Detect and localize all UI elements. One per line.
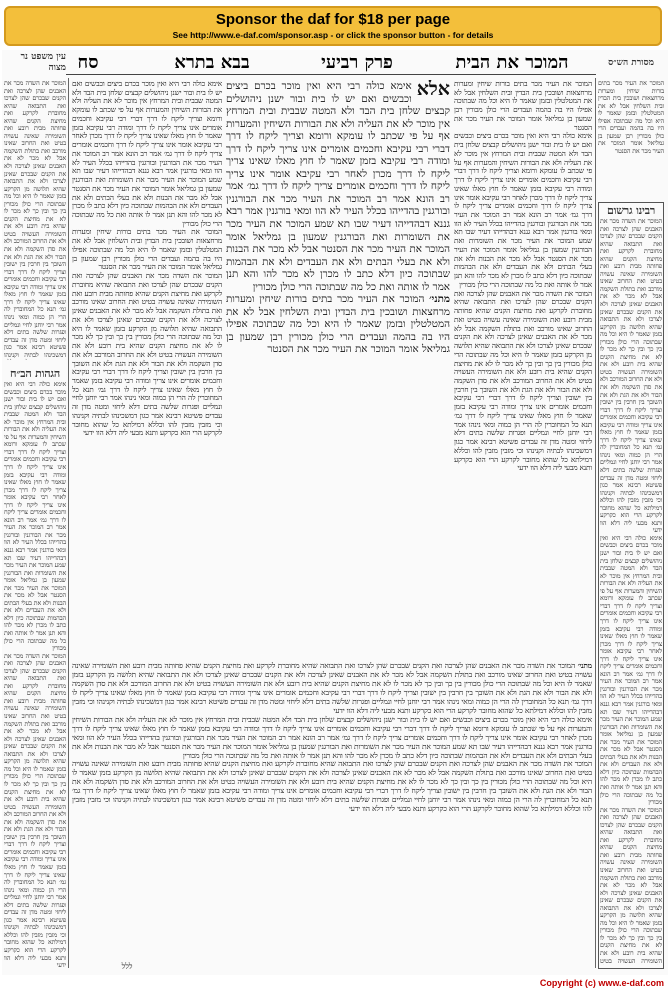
sponsor-title[interactable]: Sponsor the daf for $18 per page <box>215 11 451 28</box>
left-margin-divider <box>68 78 69 968</box>
gemara-body: אימא כולה רבי היא ואין מוכר בכרם ביצים וכבשים ואם יש לו בית ובור ישנן ניהושלים קבצים שלחן בית הבד ולא המטה שבבית ובית המרחץ אין מוכר לא את העליה ולא את הבורות השיחין והמערות אף על פי שכתב לו עומקא ורומא וצריך ליקח לו דרך דברי רבי עקיבא וחכמים אומרים אינו צריך ליקח לו דרך ומודה רבי עקיבא בזמן שאמר לו חוץ מאלו שאינו צריך ליקח לו דרך מכרן לאחר רבי עקיבא אומר אינו צריך ליקח לו דרך וחכמים אומרים צריך ליקח לו דרך גמ׳ אמר רב הונא אמר רב המוכר את העיר מכר את הבורגנין ובורגנין בהדייהו בכלל העיר לא הוו ומאי בורגנין אמר רבא גננא דבהדייהו דעיר שבו תא שמע המוכר את העיר מכר את השומרות ואת הבורגנין שמעון בן גמליאל אומר המוכר את העיר מכר את הסנטר אבל לא מכר את הבנות ולא את בעלי הבתים ולא את העבדים ולא את הבהמות שבתוכה כיון דלא כתב לו מכרן לא מכר להו והא תנן אמר לו אותה ואת כל מה שבתוכה הרי כולן מכורין <box>226 80 450 293</box>
page-mark: ללל <box>121 962 133 971</box>
lower-mishnah-label: מתני׳ <box>577 662 592 670</box>
hagahot-title: הגהות הב״ח <box>10 368 60 380</box>
right-margin-divider <box>595 78 596 968</box>
gemara-text <box>226 80 450 658</box>
mishnah-body: המוכר את העיר מכר בתים בורות שיחין ומערות מרחצאות ושובכין בית הבדין ובית השלחין אבל לא את המטלטלין ובזמן שאמר לו היא וכל מה שבתוכה אפילו היו בה בהמה ועבדים הרי כולן מכורין רבן שמעון בן גמליאל אומר המוכר את העיר מכר את הסנטר <box>226 293 450 356</box>
rashi-column: המוכר את העיר מכר בתים בורות שיחין ומערות מרחצאות ושובכין בית הבדין ובית השלחין אבל לא את המטלטלין ובזמן שאמר לו היא וכל מה שבתוכה אפילו היו בה בהמה ועבדים הרי כולן מכורין רבן שמעון בן גמליאל אומר המוכר את העיר מכר את הסנטר אימא כולה רבי היא ואין מוכר בכרם ביצים וכבשים ואם יש לו בית ובור ישנן ניהושלים קבצים שלחן בית הבד ולא המטה שבבית ובית המרחץ אין מוכר לא את העליה ולא את הבורות השיחין והמערות אף על פי שכתב לו עומקא ורומא וצריך ליקח לו דרך דברי רבי עקיבא וחכמים אומרים אינו צריך ליקח לו דרך ומודה רבי עקיבא בזמן שאמר לו חוץ מאלו שאינו צריך ליקח לו דרך מכרן לאחר רבי עקיבא אומר אינו צריך ליקח לו דרך וחכמים אומרים צריך ליקח לו דרך גמ׳ אמר רב הונא אמר רב המוכר את העיר מכר את הבורגנין ובורגנין בהדייהו בכלל העיר לא הוו ומאי בורגנין אמר רבא גננא דבהדייהו דעיר שבו תא שמע המוכר את העיר מכר את השומרות ואת הבורגנין שמעון בן גמליאל אומר המוכר את העיר מכר את הסנטר אבל לא מכר את הבנות ולא את בעלי הבתים ולא את העבדים ולא את הבהמות שבתוכה כיון דלא כתב לו מכרן לא מכר להו והא תנן אמר לו אותה ואת כל מה שבתוכה הרי כולן מכורין המוכר את השדה מכר את האבנים שהן לצרכה ואת הקנים שבכרם שהן לצרכו ואת התבואה שהיא מחוברת לקרקע ואת מחיצת הקנים שהיא פחותה מבית רובע ואת השומירה שאינה עשויה בטיט ואת החרוב שאינו מורכב ואת בתולת השקמה אבל לא מכר לא את האבנים שאינן לצרכה ולא את הקנים שבכרם שאינן לצרכו ולא את התבואה שהיא תלושה מן הקרקע בזמן שאמר לו היא וכל מה שבתוכה הרי כולן מכורין בין כך ובין כך לא מכר לו לא את מחיצת הקנים שהיא בית רובע ולא את השומירה העשויה בטיט ולא את החרוב המורכב ולא את סדן השקמה ולא את הבור ולא את הגת ולא את השובך בין חרבין בין ישובין וצריך ליקח לו דרך דברי רבי עקיבא וחכמים אומרים אינו צריך ומודה רבי עקיבא בזמן שאמר לו חוץ מאלו שאינו צריך ליקח לו דרך גמ׳ תנא כל המחוברין לה הרי הן כמוה ומאי נינהו אמר רבי יוחנן לחיי ונמליים ופגרות שלשה בתים דלא ליחזי ומטה מדן זה עבדים פשיטא רבינא אמר כגון דמשכינהו לבתיה וקנינהו וכי מזבין מזבין להו וכללא דמילתא כל שהוא מחובר לקרקע הרי הוא כקרקע ותנא מבעי ליה דלא הוו ידעי <box>454 80 592 473</box>
header-rule <box>66 74 596 75</box>
left-margin-heading: עין משפט נר מצוה <box>20 52 66 73</box>
hagahot-column: הגהות הב״ח אימא כולה רבי היא ואין מוכר בכרם ביצים וכבשים ואם יש לו בית ובור ישנן ניהושלים קבצים שלחן בית הבד ולא המטה שבבית ובית המרחץ אין מוכר לא את העליה ולא את הבורות השיחין והמערות אף על פי שכתב לו עומקא ורומא וצריך ליקח לו דרך דברי רבי עקיבא וחכמים אומרים אינו צריך ליקח לו דרך ומודה רבי עקיבא בזמן שאמר לו חוץ מאלו שאינו צריך ליקח לו דרך מכרן לאחר רבי עקיבא אומר אינו צריך ליקח לו דרך וחכמים אומרים צריך ליקח לו דרך גמ׳ אמר רב הונא אמר רב המוכר את העיר מכר את הבורגנין ובורגנין בהדייהו בכלל העיר לא הוו ומאי בורגנין אמר רבא גננא דבהדייהו דעיר שבו תא שמע המוכר את העיר מכר את השומרות ואת הבורגנין שמעון בן גמליאל אומר המוכר את העיר מכר את הסנטר אבל לא מכר את הבנות ולא את בעלי הבתים ולא את העבדים ולא את הבהמות שבתוכה כיון דלא כתב לו מכרן לא מכר להו והא תנן אמר לו אותה ואת כל מה שבתוכה הרי כולן מכורין המוכר את השדה מכר את האבנים שהן לצרכה ואת הקנים שבכרם שהן לצרכו ואת התבואה שהיא מחוברת לקרקע ואת מחיצת הקנים שהיא פחותה מבית רובע ואת השומירה שאינה עשויה בטיט ואת החרוב שאינו מורכב ואת בתולת השקמה אבל לא מכר לא את האבנים שאינן לצרכה ולא את הקנים שבכרם שאינן לצרכו ולא את התבואה שהיא תלושה מן הקרקע בזמן שאמר לו היא וכל מה שבתוכה הרי כולן מכורין בין כך ובין כך לא מכר לו לא את מחיצת הקנים שהיא בית רובע ולא את השומירה העשויה בטיט ולא את החרוב המורכב ולא את סדן השקמה ולא את הבור ולא את הגת ולא את השובך בין חרבין בין ישובין וצריך ליקח לו דרך דברי רבי עקיבא וחכמים אומרים אינו צריך ומודה רבי עקיבא בזמן שאמר לו חוץ מאלו שאינו צריך ליקח לו דרך גמ׳ תנא כל המחוברין לה הרי הן כמוה ומאי נינהו אמר רבי יוחנן לחיי ונמליים ופגרות שלשה בתים דלא ליחזי ומטה מדן זה עבדים פשיטא רבינא אמר כגון דמשכינהו לבתיה וקנינהו וכי מזבין מזבין להו וכללא דמילתא כל שהוא מחובר לקרקע הרי הוא כקרקע ותנא מבעי ליה דלא הוו ידעי <box>4 368 66 968</box>
chapter-name: המוכר את הבית <box>455 51 569 73</box>
tractate-name: בבא בתרא <box>174 51 250 73</box>
sponsor-banner[interactable] <box>4 6 662 46</box>
ein-mishpat-column: המוכר את השדה מכר את האבנים שהן לצרכה ואת הקנים שבכרם שהן לצרכו ואת התבואה שהיא מחוברת לקרקע ואת מחיצת הקנים שהיא פחותה מבית רובע ואת השומירה שאינה עשויה בטיט ואת החרוב שאינו מורכב ואת בתולת השקמה אבל לא מכר לא את האבנים שאינן לצרכה ולא את הקנים שבכרם שאינן לצרכו ולא את התבואה שהיא תלושה מן הקרקע בזמן שאמר לו היא וכל מה שבתוכה הרי כולן מכורין בין כך ובין כך לא מכר לו לא את מחיצת הקנים שהיא בית רובע ולא את השומירה העשויה בטיט ולא את החרוב המורכב ולא את סדן השקמה ולא את הבור ולא את הגת ולא את השובך בין חרבין בין ישובין וצריך ליקח לו דרך דברי רבי עקיבא וחכמים אומרים אינו צריך ומודה רבי עקיבא בזמן שאמר לו חוץ מאלו שאינו צריך ליקח לו דרך גמ׳ תנא כל המחוברין לה הרי הן כמוה ומאי נינהו אמר רבי יוחנן לחיי ונמליים ופגרות שלשה בתים דלא ליחזי ומטה מדן זה עבדים פשיטא רבינא אמר כגון דמשכינהו לבתיה וקנינהו <box>4 80 66 359</box>
lower-commentary: מתני׳ המוכר את השדה מכר את האבנים שהן לצרכה ואת הקנים שבכרם שהן לצרכו ואת התבואה שהיא מחוברת לקרקע ואת מחיצת הקנים שהיא פחותה מבית רובע ואת השומירה שאינה עשויה בטיט ואת החרוב שאינו מורכב ואת בתולת השקמה אבל לא מכר לא את האבנים שאינן לצרכה ולא את הקנים שבכרם שאינן לצרכו ולא את התבואה שהיא תלושה מן הקרקע בזמן שאמר לו היא וכל מה שבתוכה הרי כולן מכורין בין כך ובין כך לא מכר לו לא את מחיצת הקנים שהיא בית רובע ולא את השומירה העשויה בטיט ולא את החרוב המורכב ולא את סדן השקמה ולא את הבור ולא את הגת ולא את השובך בין חרבין בין ישובין וצריך ליקח לו דרך דברי רבי עקיבא וחכמים אומרים אינו צריך ומודה רבי עקיבא בזמן שאמר לו חוץ מאלו שאינו צריך ליקח לו דרך גמ׳ תנא כל המחוברין לה הרי הן כמוה ומאי נינהו אמר רבי יוחנן לחיי ונמליים ופגרות שלשה בתים דלא ליחזי ומטה מדן זה עבדים פשיטא רבינא אמר כגון דמשכינהו לבתיה וקנינהו וכי מזבין מזבין להו וכללא דמילתא כל שהוא מחובר לקרקע הרי הוא כקרקע ותנא מבעי ליה דלא הוו ידעי אימא כולה רבי היא ואין מוכר בכרם ביצים וכבשים ואם יש לו בית ובור ישנן ניהושלים קבצים שלחן בית הבד ולא המטה שבבית ובית המרחץ אין מוכר לא את העליה ולא את הבורות השיחין והמערות אף על פי שכתב לו עומקא ורומא וצריך ליקח לו דרך דברי רבי עקיבא וחכמים אומרים אינו צריך ליקח לו דרך ומודה רבי עקיבא בזמן שאמר לו חוץ מאלו שאינו צריך ליקח לו דרך מכרן לאחר רבי עקיבא אומר אינו צריך ליקח לו דרך וחכמים אומרים צריך ליקח לו דרך גמ׳ אמר רב הונא אמר רב המוכר את העיר מכר את הבורגנין ובורגנין בהדייהו בכלל העיר לא הוו ומאי בורגנין אמר רבא גננא דבהדייהו דעיר שבו תא שמע המוכר את העיר מכר את השומרות ואת הבורגנין שמעון בן גמליאל אומר המוכר את העיר מכר את הסנטר אבל לא מכר את הבנות ולא את בעלי הבתים ולא את העבדים ולא את הבהמות שבתוכה כיון דלא כתב לו מכרן לא מכר להו והא תנן אמר לו אותה ואת כל מה שבתוכה הרי כולן מכורין המוכר את השדה מכר את האבנים שהן לצרכה ואת הקנים שבכרם שהן לצרכו ואת התבואה שהיא מחוברת לקרקע ואת מחיצת הקנים שהיא פחותה מבית רובע ואת השומירה שאינה עשויה בטיט ואת החרוב שאינו מורכב ואת בתולת השקמה אבל לא מכר לא את האבנים שאינן לצרכה ולא את הקנים שבכרם שאינן לצרכו ולא את התבואה שהיא תלושה מן הקרקע בזמן שאמר לו היא וכל מה שבתוכה הרי כולן מכורין בין כך ובין כך לא מכר לו לא את מחיצת הקנים שהיא בית רובע ולא את השומירה העשויה בטיט ולא את החרוב המורכב ולא את סדן השקמה ולא את הבור ולא את הגת ולא את השובך בין חרבין בין ישובין וצריך ליקח לו דרך דברי רבי עקיבא וחכמים אומרים אינו צריך ומודה רבי עקיבא בזמן שאמר לו חוץ מאלו שאינו צריך ליקח לו דרך גמ׳ תנא כל המחוברין לה הרי הן כמוה ומאי נינהו אמר רבי יוחנן לחיי ונמליים ופגרות שלשה בתים דלא ליחזי ומטה מדן זה עבדים פשיטא רבינא אמר כגון דמשכינהו לבתיה וקנינהו וכי מזבין מזבין להו וכללא דמילתא כל שהוא מחובר לקרקע הרי הוא כקרקע ותנא מבעי ליה דלא הוו ידעי <box>72 662 592 814</box>
chapter-title: פרק רביעי <box>321 51 393 73</box>
masoret-hashas-column: המוכר את העיר מכר בתים בורות שיחין ומערות מרחצאות ושובכין בית הבדין ובית השלחין אבל לא את המטלטלין ובזמן שאמר לו היא וכל מה שבתוכה אפילו היו בה בהמה ועבדים הרי כולן מכורין רבן שמעון בן גמליאל אומר המוכר את העיר מכר את הסנטר <box>598 80 664 155</box>
folio-number: סח <box>77 51 99 73</box>
copyright-link[interactable]: Copyright (c) www.e-daf.com <box>539 978 664 988</box>
right-margin-heading: מסורת הש״ס <box>608 57 654 68</box>
tosafot-column: אימא כולה רבי היא ואין מוכר בכרם ביצים וכבשים ואם יש לו בית ובור ישנן ניהושלים קבצים שלחן בית הבד ולא המטה שבבית ובית המרחץ אין מוכר לא את העליה ולא את הבורות השיחין והמערות אף על פי שכתב לו עומקא ורומא וצריך ליקח לו דרך דברי רבי עקיבא וחכמים אומרים אינו צריך ליקח לו דרך ומודה רבי עקיבא בזמן שאמר לו חוץ מאלו שאינו צריך ליקח לו דרך מכרן לאחר רבי עקיבא אומר אינו צריך ליקח לו דרך וחכמים אומרים צריך ליקח לו דרך גמ׳ אמר רב הונא אמר רב המוכר את העיר מכר את הבורגנין ובורגנין בהדייהו בכלל העיר לא הוו ומאי בורגנין אמר רבא גננא דבהדייהו דעיר שבו תא שמע המוכר את העיר מכר את השומרות ואת הבורגנין שמעון בן גמליאל אומר המוכר את העיר מכר את הסנטר אבל לא מכר את הבנות ולא את בעלי הבתים ולא את העבדים ולא את הבהמות שבתוכה כיון דלא כתב לו מכרן לא מכר להו והא תנן אמר לו אותה ואת כל מה שבתוכה הרי כולן מכורין המוכר את העיר מכר בתים בורות שיחין ומערות מרחצאות ושובכין בית הבדין ובית השלחין אבל לא את המטלטלין ובזמן שאמר לו היא וכל מה שבתוכה אפילו היו בה בהמה ועבדים הרי כולן מכורין רבן שמעון בן גמליאל אומר המוכר את העיר מכר את הסנטר המוכר את השדה מכר את האבנים שהן לצרכה ואת הקנים שבכרם שהן לצרכו ואת התבואה שהיא מחוברת לקרקע ואת מחיצת הקנים שהיא פחותה מבית רובע ואת השומירה שאינה עשויה בטיט ואת החרוב שאינו מורכב ואת בתולת השקמה אבל לא מכר לא את האבנים שאינן לצרכה ולא את הקנים שבכרם שאינן לצרכו ולא את התבואה שהיא תלושה מן הקרקע בזמן שאמר לו היא וכל מה שבתוכה הרי כולן מכורין בין כך ובין כך לא מכר לו לא את מחיצת הקנים שהיא בית רובע ולא את השומירה העשויה בטיט ולא את החרוב המורכב ולא את סדן השקמה ולא את הבור ולא את הגת ולא את השובך בין חרבין בין ישובין וצריך ליקח לו דרך דברי רבי עקיבא וחכמים אומרים אינו צריך ומודה רבי עקיבא בזמן שאמר לו חוץ מאלו שאינו צריך ליקח לו דרך גמ׳ תנא כל המחוברין לה הרי הן כמוה ומאי נינהו אמר רבי יוחנן לחיי ונמליים ופגרות שלשה בתים דלא ליחזי ומטה מדן זה עבדים פשיטא רבינא אמר כגון דמשכינהו לבתיה וקנינהו וכי מזבין מזבין להו וכללא דמילתא כל שהוא מחובר לקרקע הרי הוא כקרקע ותנא מבעי ליה דלא הוו ידעי <box>72 80 222 438</box>
talmud-page <box>2 50 668 975</box>
rabbeinu-gershom-column: רבינו גרשום המוכר את השדה מכר את האבנים שהן לצרכה ואת הקנים שבכרם שהן לצרכו ואת התבואה שהיא מחוברת לקרקע ואת מחיצת הקנים שהיא פחותה מבית רובע ואת השומירה שאינה עשויה בטיט ואת החרוב שאינו מורכב ואת בתולת השקמה אבל לא מכר לא את האבנים שאינן לצרכה ולא את הקנים שבכרם שאינן לצרכו ולא את התבואה שהיא תלושה מן הקרקע בזמן שאמר לו היא וכל מה שבתוכה הרי כולן מכורין בין כך ובין כך לא מכר לו לא את מחיצת הקנים שהיא בית רובע ולא את השומירה העשויה בטיט ולא את החרוב המורכב ולא את סדן השקמה ולא את הבור ולא את הגת ולא את השובך בין חרבין בין ישובין וצריך ליקח לו דרך דברי רבי עקיבא וחכמים אומרים אינו צריך ומודה רבי עקיבא בזמן שאמר לו חוץ מאלו שאינו צריך ליקח לו דרך גמ׳ תנא כל המחוברין לה הרי הן כמוה ומאי נינהו אמר רבי יוחנן לחיי ונמליים ופגרות שלשה בתים דלא ליחזי ומטה מדן זה עבדים פשיטא רבינא אמר כגון דמשכינהו לבתיה וקנינהו וכי מזבין מזבין להו וכללא דמילתא כל שהוא מחובר לקרקע הרי הוא כקרקע ותנא מבעי ליה דלא הוו ידעי אימא כולה רבי היא ואין מוכר בכרם ביצים וכבשים ואם יש לו בית ובור ישנן ניהושלים קבצים שלחן בית הבד ולא המטה שבבית ובית המרחץ אין מוכר לא את העליה ולא את הבורות השיחין והמערות אף על פי שכתב לו עומקא ורומא וצריך ליקח לו דרך דברי רבי עקיבא וחכמים אומרים אינו צריך ליקח לו דרך ומודה רבי עקיבא בזמן שאמר לו חוץ מאלו שאינו צריך ליקח לו דרך מכרן לאחר רבי עקיבא אומר אינו צריך ליקח לו דרך וחכמים אומרים צריך ליקח לו דרך גמ׳ אמר רב הונא אמר רב המוכר את העיר מכר את הבורגנין ובורגנין בהדייהו בכלל העיר לא הוו ומאי בורגנין אמר רבא גננא דבהדייהו דעיר שבו תא שמע המוכר את העיר מכר את השומרות ואת הבורגנין שמעון בן גמליאל אומר המוכר את העיר מכר את הסנטר אבל לא מכר את הבנות ולא את בעלי הבתים ולא את העבדים ולא את הבהמות שבתוכה כיון דלא כתב לו מכרן לא מכר להו והא תנן אמר לו אותה ואת כל מה שבתוכה הרי כולן מכורין המוכר את השדה מכר את האבנים שהן לצרכה ואת הקנים שבכרם שהן לצרכו ואת התבואה שהיא מחוברת לקרקע ואת מחיצת הקנים שהיא פחותה מבית רובע ואת השומירה שאינה עשויה בטיט ואת החרוב שאינו מורכב ואת בתולת השקמה אבל לא מכר לא את האבנים שאינן לצרכה ולא את הקנים שבכרם שאינן לצרכו ולא את התבואה שהיא תלושה מן הקרקע בזמן שאמר לו היא וכל מה שבתוכה הרי כולן מכורין בין כך ובין כך לא מכר לו לא את מחיצת הקנים שהיא בית רובע ולא את השומירה העשויה בטיט <box>600 205 662 965</box>
gemara-lead-word: אלא <box>416 80 450 100</box>
sponsor-subtitle: See http://www.e-daf.com/sponsor.asp - or click the sponsor button - for details <box>172 30 494 40</box>
rabbeinu-gershom-title: רבינו גרשום <box>606 205 656 217</box>
mishnah-label: מתני׳ <box>429 293 450 306</box>
